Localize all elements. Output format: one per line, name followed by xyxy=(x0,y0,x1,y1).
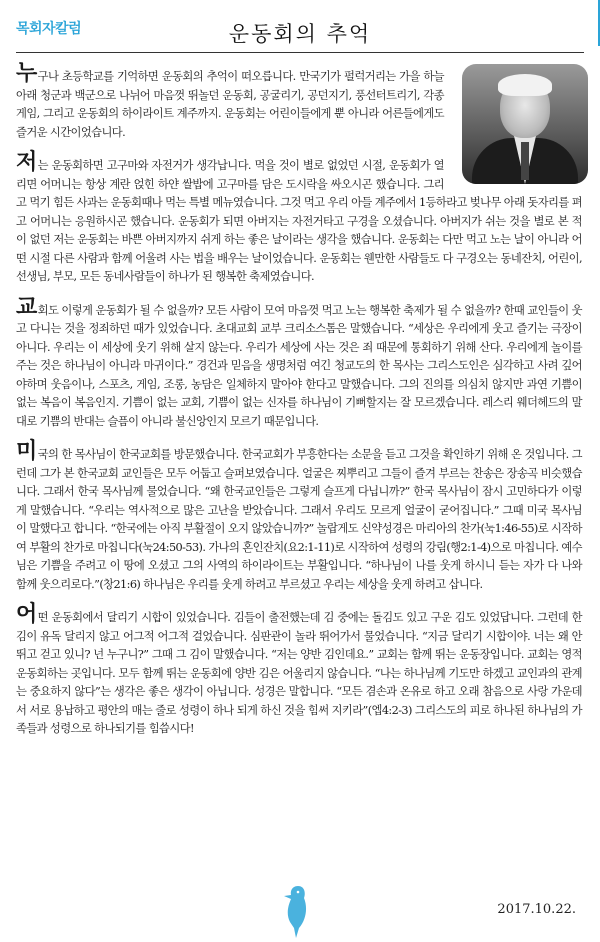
bird-silhouette-icon xyxy=(276,880,316,938)
paragraph-5 xyxy=(16,601,582,739)
bird-eye xyxy=(297,891,300,894)
wrap-spacer xyxy=(444,64,582,180)
publish-date: 2017.10.22. xyxy=(497,902,576,917)
paragraph-text: 국의 한 목사님이 한국교회를 방문했습니다. 한국교회가 부흥한다는 소문을 듣고 그것을 확인하기 위해 온 것입니다. 그런데 그가 본 한국교회 교인들은 모두 어둡고 슬퍼보였습니다. 얼굴은 찌뿌리고 그들이 즐겨 부르는 찬송은 장송곡 비슷했습니다. 그래서 한국 목사님께 물었습니다. “왜 한국교인들은 그렇게 슬프게 다닙니까?” 한국 목사님이 잠시 고민하다가 이렇게 말했습니다. “우리는 역사적으로 많은 고난을 받았습니다. 그래서 우리도 모르게 얼굴이 굳어집니다.” 그때 미국 목사님이 말했다고 합니다. “한국에는 아직 부활절이 오지 않았습니까?” 놀랍게도 신약성경은 마리아의 찬가(눅1:46-55)로 시작하여 부활의 찬가로 마칩니다(눅24:50-53). 가나의 혼인잔치(요2:1-11)로 시작하여 성령의 강림(행2:1-4)으로 마칩니다. 예수님은 기쁨을 주려고 이 땅에 오셨고 그의 사역의 하이라이트는 부활입니다. “하나님이 나를 웃게 하시니 듣는 자가 다 나와 함께 웃으리로다.”(창21:6) 하나님은 우리를 웃게 하려고 부르셨고 우리는 세상을 웃게 하려고 삽니다. xyxy=(16,448,582,591)
paragraph-3 xyxy=(16,293,582,432)
column-tag: 목회자칼럼 xyxy=(16,20,82,36)
drop-cap: 저 xyxy=(16,149,37,175)
drop-cap: 교 xyxy=(16,293,37,320)
title-divider xyxy=(16,52,584,53)
paragraph-text: 는 운동회하면 고구마와 자전거가 생각납니다. 먹을 것이 별로 없었던 시절, 운동회가 열리면 어머니는 항상 계란 얹힌 하얀 쌀밥에 고구마를 담은 도시락을 싸오시곤 했습니다. 그리고 먹기 힘든 사과는 운동회때나 먹는 특별 메뉴였습니다. 그것 먹고 우리 아들 계주에서 1등하라고 벚나무 아래 돗자리를 펴고 어머니는 응원하시곤 했습니다. 운동회가 되면 아버지는 자전거타고 구경을 오셨습니다. 아버지가 쉬는 것을 별로 본 적이 없던 저는 운동회는 바쁜 아버지까지 쉬게 하는 좋은 날이라는 생각을 했습니다. 운동회는 다만 먹고 노는 날이 아니라 어떤 시절 다른 사람과 함께 어울려 사는 법을 배우는 날이었습니다. 운동회는 웬만한 사람들도 다 구경오는 동네잔치, 어린이, 선생님, 부모, 모든 동네사람들이 하나가 된 행복한 축제였습니다. xyxy=(16,159,582,283)
page-title: 운동회의 추억 xyxy=(228,22,372,46)
drop-cap: 미 xyxy=(16,438,37,464)
paragraph-4 xyxy=(16,438,582,594)
paragraph-text: 회도 이렇게 운동회가 될 수 없을까? 모든 사람이 모여 마음껏 먹고 노는 행복한 축제가 될 수 없을까? 한때 교인들이 웃고 다니는 것을 정죄하던 때가 있었습니다. 초대교회 교부 크리소스톰은 말했습니다. “세상은 우리에게 웃고 즐기는 극장이 아니다. 우리는 이 세상에 웃기 위해 살지 않는다. 우리가 세상에 사는 것은 죄 때문에 통회하기 위해 산다. 우리에게 놀이를 주는 것은 하나님이 아니라 마귀이다.” 경건과 믿음을 생명처럼 여긴 청교도의 한 목사는 그리스도인은 심각하고 사려 깊어야하며 웃음이나, 스포츠, 게임, 조롱, 농담은 일체하지 말아야 한다고 말했습니다. 그의 진의를 의심치 않지만 과연 기쁨이 없는 복음이 복음인지. 기쁨이 없는 교회, 기쁨이 없는 신자를 하나님이 기뻐할지는 잘 모르겠습니다. 레스리 웨더헤드의 말대로 기쁨의 반대는 슬픔이 아니라 불신앙인지 모르기 때문입니다. xyxy=(16,303,582,428)
bird-body xyxy=(284,886,306,938)
paragraph-1 xyxy=(16,60,582,142)
drop-cap: 어 xyxy=(16,601,37,627)
article-body xyxy=(16,60,582,750)
drop-cap: 누 xyxy=(16,60,37,86)
paragraph-text: 떤 운동회에서 달리기 시합이 있었습니다. 김들이 출전했는데 김 중에는 돌김도 있고 구운 김도 있었답니다. 그런데 한 김이 유독 달리지 않고 어그적 어그적 걸었습니다. 심판관이 놀라 뛰어가서 물었습니다. “지금 달리기 시합이야. 너는 왜 안뛰고 걷고 있니? 넌 누구니?” 그때 그 김이 말했습니다. “저는 양반 김인데요.” 교회는 함께 뛰는 운동장입니다. 교회는 영적 운동회하는 곳입니다. 모두 함께 뛰는 운동회에 양반 김은 어울리지 않습니다. “나는 하나님께 기도만 하겠고 교인과의 관계는 중요하지 않다”는 생각은 좋은 생각이 아닙니다. 성경은 말합니다. “모든 겸손과 온유로 하고 오래 참음으로 사랑 가운데서 서로 용납하고 평안의 매는 줄로 성령이 하나 되게 하신 것을 힘써 지키라”(엡4:2-3) 그리스도의 피로 하나된 하나님의 가족들과 성령으로 하나되기를 힘씁시다! xyxy=(16,611,582,735)
paragraph-text: 구나 초등학교를 기억하면 운동회의 추억이 떠오릅니다. 만국기가 펄럭거리는 가을 하늘아래 청군과 백군으로 나뉘어 마음껏 뛰놀던 운동회, 공굴리기, 공던지기, 풍선터트리기, 각종 게임, 그리고 운동회의 하이라이트 계주까지. 운동회는 어린이들에게 뿐 아니라 어른들에게도 즐거운 시간이었습니다. xyxy=(16,70,444,139)
